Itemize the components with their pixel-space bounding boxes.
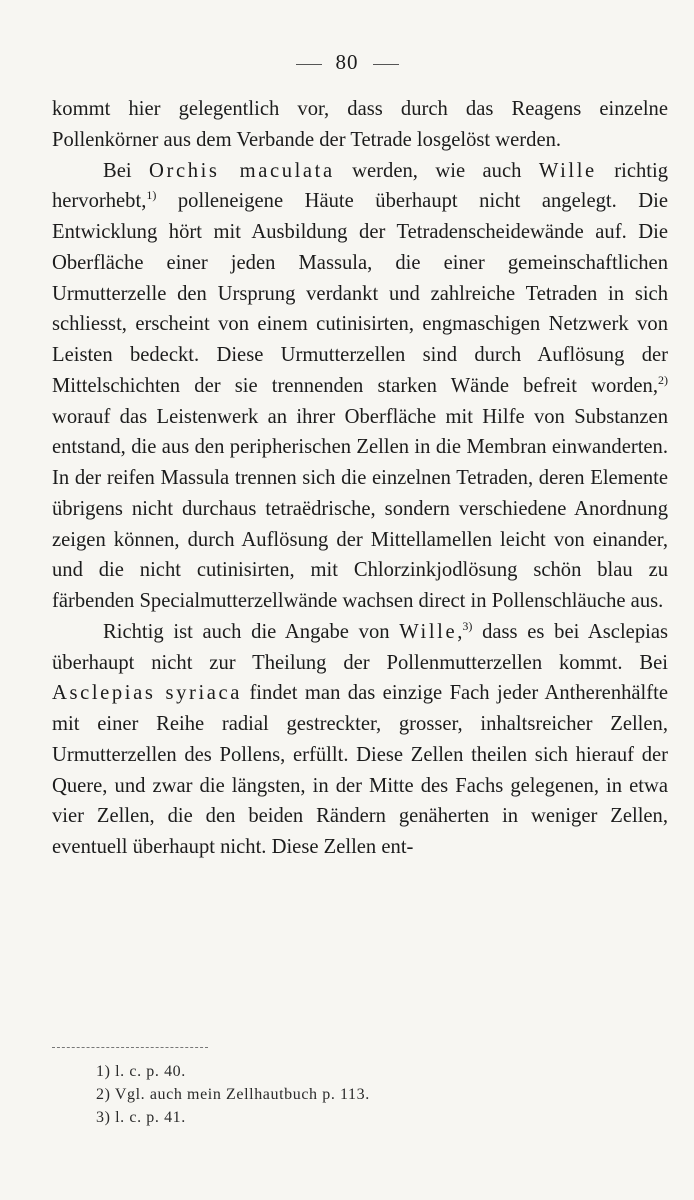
footnote: 3) l. c. p. 41. (96, 1109, 186, 1126)
footnote-ref: 2) (658, 372, 668, 387)
text-run: polleneigene Häute überhaupt nicht angelegt. Die Entwicklung hört mit Ausbildung der Tetradenscheidewände auf. Die Oberfläche einer jeden Massula, die einer gemeinschaftlichen Urmutterzelle den Ursprung verdankt und zahlreiche Tetraden in sich schliesst, erscheint von einem cutinisirten, engmaschigen Netzwerk von Leisten bedeckt. Diese Urmutterzellen sind durch Auflösung der Mittelschichten der sie trennenden starken Wände befreit worden, (52, 190, 668, 397)
footnotes (96, 1060, 596, 1129)
text-run: Bei (103, 159, 150, 182)
text-run: Richtig ist auch die Angabe von (103, 620, 400, 643)
footnote: 1) l. c. p. 40. (96, 1063, 186, 1080)
page-header (0, 50, 694, 75)
spaced-name: Orchis maculata (149, 159, 335, 182)
paragraph (52, 617, 668, 863)
text-run: werden, wie auch (334, 159, 539, 182)
text-run: dass es bei Asclepias überhaupt nicht zur Theilung der Pollenmutterzellen kommt. Bei (52, 620, 668, 674)
footnote-ref: 3) (462, 618, 473, 633)
body-text (52, 94, 668, 863)
header-dash-right (373, 64, 399, 65)
header-dash-left (296, 64, 322, 65)
spaced-name: Asclepias syriaca (52, 682, 243, 705)
footnote: 2) Vgl. auch mein Zellhautbuch p. 113. (96, 1086, 370, 1103)
text-run: kommt hier gelegentlich vor, dass durch das Reagens einzelne Pollenkörner aus dem Verbande der Tetrade losgelöst werden. (52, 98, 668, 151)
paragraph (52, 156, 668, 617)
page-number: 80 (335, 50, 359, 74)
paragraph (52, 94, 668, 156)
text-run: worauf das Leistenwerk an ihrer Oberfläche mit Hilfe von Substanzen entstand, die aus den peripherischen Zellen in die Membran einwanderten. In der reifen Massula trennen sich die einzelnen Tetraden, deren Elemente übrigens nicht durchaus tetraëdrische, sondern verschiedene Anordnung zeigen können, durch Auflösung der Mittellamellen leicht von einander, und die nicht cutinisirten, mit Chlorzinkjodlösung schön blau zu färbenden Specialmutterzellwände wachsen direct in Pollenschläuche aus. (52, 405, 668, 612)
text-run: richtig hervorhebt, (52, 159, 668, 213)
footnote-ref: 1) (146, 188, 157, 203)
text-run: findet man das einzige Fach jeder Antherenhälfte mit einer Reihe radial gestreckter, grosser, inhaltsreicher Zellen, Urmutterzellen des Pollens, erfüllt. Diese Zellen theilen sich hierauf der Quere, und zwar die längsten, in der Mitte des Fachs gelegenen, in etwa vier Zellen, die den beiden Rändern genäherten in weniger Zellen, eventuell überhaupt nicht. Diese Zellen ent- (52, 682, 668, 858)
spaced-name: Wille (538, 159, 597, 182)
footnote-rule (52, 1047, 208, 1048)
text-run: , (457, 620, 463, 643)
spaced-name: Wille (399, 620, 458, 643)
